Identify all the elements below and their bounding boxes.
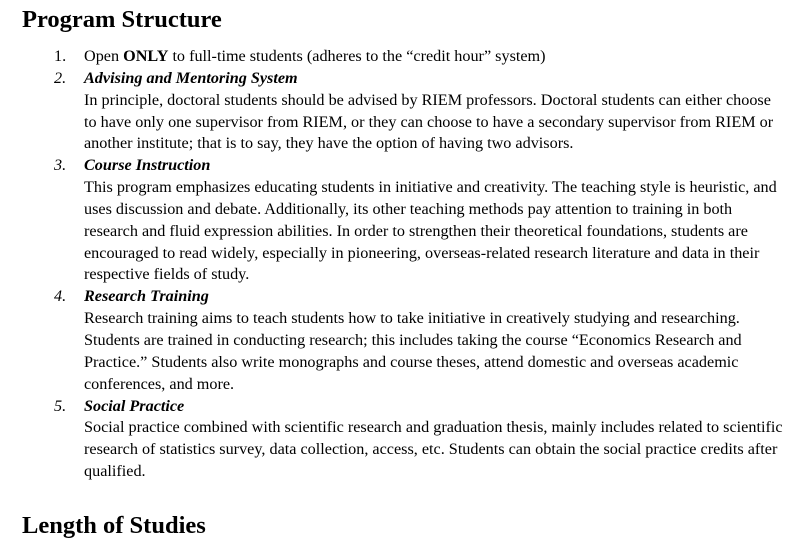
item-heading: Advising and Mentoring System — [84, 68, 298, 87]
item-number: 3. — [54, 156, 67, 175]
section-title-length-of-studies: Length of Studies — [22, 512, 206, 539]
program-structure-list — [0, 46, 801, 483]
item-number: 5. — [54, 396, 67, 415]
item-text-prefix: Open — [84, 47, 124, 65]
item-text-emphasis: ONLY — [123, 47, 169, 65]
list-item-full-time — [0, 46, 801, 68]
item-body: In principle, doctoral students should be advised by RIEM professors. Doctoral students can either choose to have only one supervisor from RIEM, or they can choose to have a secondary supervisor from RIEM or another institute; that is to say, they have the option of having two advisors. — [84, 90, 774, 153]
list-item-research-training — [0, 286, 801, 395]
item-body: This program emphasizes educating students in initiative and creativity. The teaching style is heuristic, and uses discussion and debate. Additionally, its other teaching methods pay attention to training in both research and fluid expression abilities. In order to strengthen their theoretical foundations, students are encouraged to read widely, especially in pioneering, overseas-related research literature and data in their respective fields of study. — [84, 178, 777, 284]
item-number: 1. — [54, 47, 67, 65]
item-number: 2. — [54, 68, 67, 87]
item-text — [84, 46, 787, 68]
section-title-program-structure: Program Structure — [22, 6, 222, 33]
list-item-social-practice — [0, 396, 801, 483]
item-heading: Course Instruction — [84, 156, 211, 175]
list-item-advising — [0, 68, 801, 155]
list-item-course-instruction — [0, 155, 801, 286]
item-heading: Social Practice — [84, 396, 185, 415]
item-body: Social practice combined with scientific research and graduation thesis, mainly includes related to scientific research of statistics survey, data collection, access, etc. Students can obtain the social practice credits after qualified. — [84, 418, 783, 481]
item-heading: Research Training — [84, 287, 209, 306]
item-body: Research training aims to teach students how to take initiative in creatively studying and researching. Students are trained in conducting research; this includes taking the course “Economics Research and Practice.” Students also write monographs and course theses, attend domestic and overseas academic conferences, and more. — [84, 309, 742, 393]
item-number: 4. — [54, 287, 67, 306]
item-text-suffix: to full-time students (adheres to the “credit hour” system) — [168, 47, 546, 65]
